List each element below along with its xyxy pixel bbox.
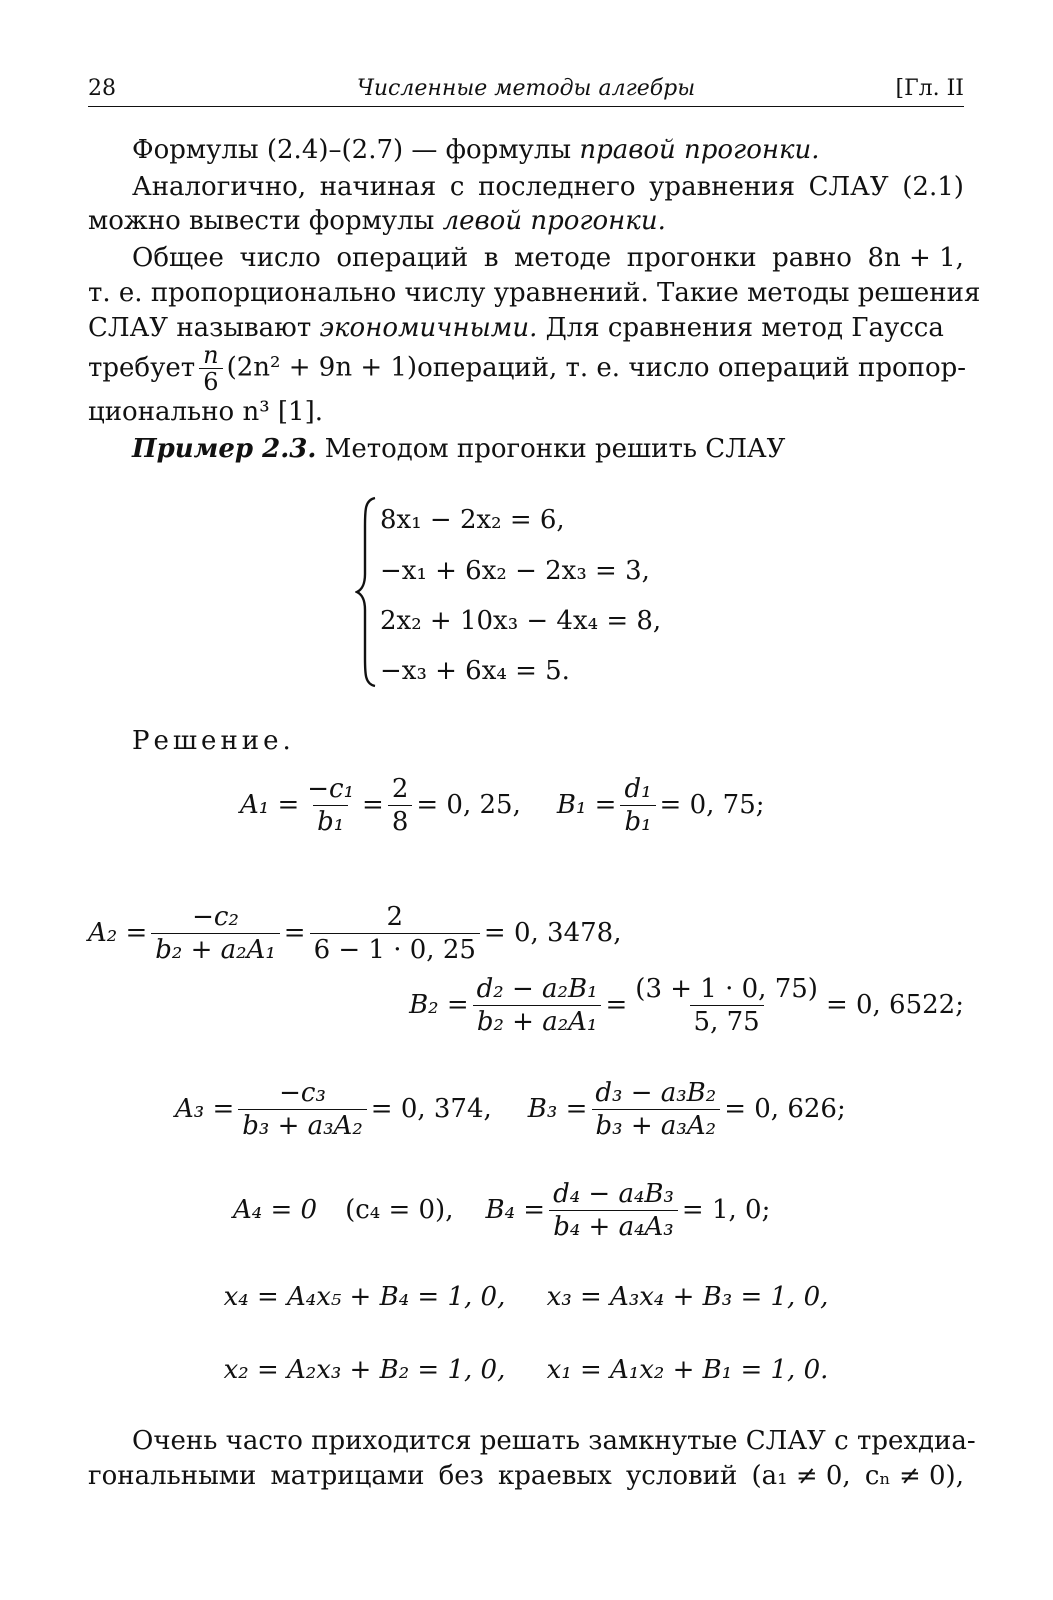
word: с — [449, 172, 465, 202]
text: Формулы (2.4)–(2.7) — формулы — [132, 135, 580, 165]
lhs: B₄ = — [485, 1195, 546, 1225]
denominator: b₂ + a₂A₁ — [151, 933, 280, 964]
word: матрицами — [270, 1461, 425, 1491]
numerator: d₄ − a₄B₃ — [553, 1178, 674, 1209]
page-number: 28 — [88, 76, 116, 101]
fraction — [303, 775, 358, 836]
header-rule — [88, 106, 964, 107]
equation-x4-x3: x₄ = A₄x₅ + B₄ = 1, 0, x₃ = A₃x₄ + B₃ = 1, 0, — [223, 1282, 829, 1312]
word: операций — [336, 243, 469, 273]
italic-term: правой прогонки. — [579, 135, 820, 165]
word: число — [239, 243, 321, 273]
numerator: (3 + 1 · 0, 75) — [635, 973, 818, 1004]
example-label: Пример 2.3. — [132, 434, 317, 464]
paragraph-left-sweep-line1 — [88, 171, 964, 203]
numerator: −c₁ — [307, 773, 355, 804]
lhs: A₂ = — [88, 918, 148, 948]
word: равно — [772, 243, 852, 273]
equation-x2-x1: x₂ = A₂x₃ + B₂ = 1, 0, x₁ = A₁x₂ + B₁ = 1, 0. — [223, 1355, 829, 1385]
paragraph-operations-line1 — [88, 242, 964, 274]
fraction — [310, 903, 480, 964]
numerator: 2 — [391, 773, 409, 804]
text: Для сравнения метод Гаусса — [537, 313, 944, 343]
italic-term: экономичными. — [319, 313, 538, 343]
denominator: b₃ + a₃A₂ — [238, 1109, 367, 1140]
paragraph-operations-line5: ционально n³ [1]. — [88, 397, 323, 427]
lhs: A₁ = — [240, 790, 300, 820]
condition: (c₄ = 0), — [345, 1195, 454, 1225]
fraction — [631, 975, 822, 1036]
numerator: n — [203, 340, 219, 369]
numerator: d₃ − a₃B₂ — [595, 1077, 717, 1108]
system-equation: 8x₁ − 2x₂ = 6, — [380, 505, 565, 535]
text: СЛАУ называют — [88, 313, 320, 343]
denominator: b₁ — [313, 805, 348, 836]
left-brace-icon — [355, 496, 377, 688]
fraction — [151, 903, 280, 964]
equation-A4-B4 — [233, 1175, 770, 1245]
word: условий — [625, 1461, 738, 1491]
word: гональными — [88, 1461, 257, 1491]
word: методе — [514, 243, 612, 273]
word: начиная — [319, 172, 437, 202]
word: краевых — [498, 1461, 612, 1491]
word: без — [438, 1461, 484, 1491]
italic-term: левой прогонки. — [442, 206, 666, 236]
denominator: b₁ — [620, 805, 655, 836]
result: = 1, 0; — [681, 1195, 771, 1225]
lhs: B₂ = — [409, 990, 469, 1020]
text: можно вывести формулы — [88, 206, 443, 236]
paragraph-closed-line1: Очень часто приходится решать замкнутые СЛАУ с трехдиа- — [132, 1426, 976, 1456]
result: = 0, 3478, — [483, 918, 622, 948]
denominator: b₂ + a₂A₁ — [473, 1005, 602, 1036]
fraction — [238, 1079, 367, 1140]
fraction — [199, 340, 222, 396]
result: = 0, 6522; — [825, 990, 964, 1020]
equals: = — [605, 990, 628, 1020]
paragraph-operations-line2: т. е. пропорционально числу уравнений. Такие методы решения — [88, 278, 981, 308]
text: операций, т. е. число операций пропор- — [417, 353, 967, 383]
fraction — [473, 975, 602, 1036]
fraction — [388, 775, 413, 836]
numerator: d₂ − a₂B₁ — [476, 973, 598, 1004]
result: = 0, 374, — [370, 1094, 492, 1124]
equals: = — [283, 918, 306, 948]
denominator: b₄ + a₄A₃ — [549, 1210, 678, 1241]
denominator: b₃ + a₃A₂ — [592, 1109, 721, 1140]
word: последнего — [478, 172, 636, 202]
denominator: 8 — [388, 805, 413, 836]
equation-A1-B1 — [240, 770, 765, 840]
word: (2.1) — [902, 172, 964, 202]
system-equation: −x₁ + 6x₂ − 2x₃ = 3, — [380, 556, 650, 586]
word: cₙ ≠ 0), — [864, 1461, 964, 1491]
equation-A2 — [88, 898, 621, 968]
fraction — [620, 775, 655, 836]
denominator: 6 − 1 · 0, 25 — [310, 933, 480, 964]
word: СЛАУ — [808, 172, 889, 202]
numerator: −c₃ — [279, 1077, 326, 1108]
lhs: B₁ = — [556, 790, 617, 820]
numerator: −c₂ — [192, 901, 239, 932]
equation-B2 — [409, 970, 964, 1040]
word: (a₁ ≠ 0, — [751, 1461, 851, 1491]
paragraph-right-sweep — [88, 134, 964, 166]
result: = 0, 25, — [416, 790, 521, 820]
denominator: 5, 75 — [690, 1005, 764, 1036]
running-title: Численные методы алгебры — [356, 76, 696, 101]
system-equation: −x₃ + 6x₄ = 5. — [380, 656, 570, 686]
fraction — [549, 1180, 678, 1241]
word: прогонки — [626, 243, 757, 273]
result: = 0, 75; — [659, 790, 765, 820]
expression: (2n² + 9n + 1) — [226, 352, 418, 382]
text: требует — [88, 353, 196, 383]
example-heading — [88, 433, 964, 465]
system-equation: 2x₂ + 10x₃ − 4x₄ = 8, — [380, 606, 662, 636]
lhs: A₄ = 0 — [233, 1195, 318, 1225]
formula — [195, 340, 418, 396]
paragraph-operations-line4 — [88, 336, 967, 400]
text: Методом прогонки решить СЛАУ — [316, 434, 786, 464]
result: = 0, 626; — [724, 1094, 846, 1124]
lhs: A₃ = — [175, 1094, 235, 1124]
word: Аналогично, — [132, 172, 307, 202]
equals: = — [362, 790, 384, 820]
paragraph-left-sweep-line2 — [88, 205, 964, 237]
numerator: d₁ — [624, 773, 652, 804]
word: 8n + 1, — [867, 243, 964, 273]
fraction — [591, 1079, 720, 1140]
running-header — [88, 76, 964, 108]
paragraph-closed-line2 — [88, 1460, 964, 1492]
chapter-label: [Гл. II — [895, 76, 964, 101]
solution-label: Решение. — [132, 726, 295, 756]
lhs: B₃ = — [527, 1094, 588, 1124]
word: уравнения — [649, 172, 795, 202]
numerator: 2 — [386, 901, 404, 932]
word: в — [483, 243, 499, 273]
denominator: 6 — [199, 368, 222, 393]
equation-A3-B3 — [175, 1074, 846, 1144]
word: Общее — [132, 243, 224, 273]
